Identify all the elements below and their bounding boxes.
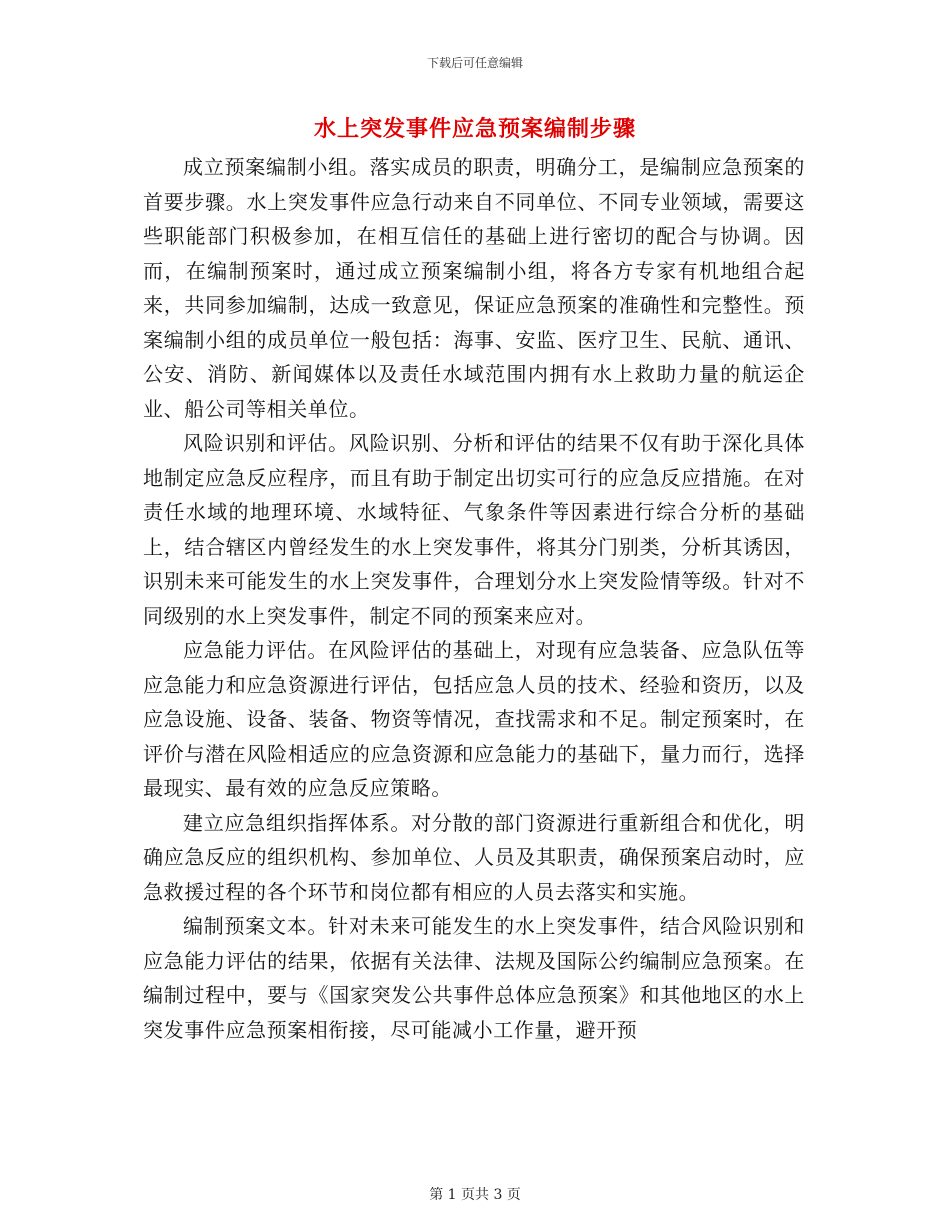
document-body (143, 150, 805, 1047)
page-footer: 第 1 页共 3 页 (429, 1187, 521, 1203)
page-header: 下载后可任意编辑 (426, 56, 523, 70)
paragraph-capability-assessment: 应急能力评估。在风险评估的基础上，对现有应急装备、应急队伍等应急能力和应急资源进行评估，包括应急人员的技术、经验和资历，以及应急设施、设备、装备、物资等情况，查找需求和不足。制定预案时，在评价与潜在风险相适应的应急资源和应急能力的基础下，量力而行，选择最现实、最有效的应急反应策略。 (143, 638, 805, 800)
paragraph-plan-text: 编制预案文本。针对未来可能发生的水上突发事件，结合风险识别和应急能力评估的结果，依据有关法律、法规及国际公约编制应急预案。在编制过程中，要与《国家突发公共事件总体应急预案》和其他地区的水上突发事件应急预案相衔接，尽可能减小工作量，避开预 (143, 914, 805, 1042)
paragraph-command-system: 建立应急组织指挥体系。对分散的部门资源进行重新组合和优化，明确应急反应的组织机构、参加单位、人员及其职责，确保预案启动时，应急救援过程的各个环节和岗位都有相应的人员去落实和实施。 (143, 810, 805, 904)
paragraph-planning-group: 成立预案编制小组。落实成员的职责，明确分工，是编制应急预案的首要步骤。水上突发事件应急行动来自不同单位、不同专业领域，需要这些职能部门积极参加，在相互信任的基础上进行密切的配合与协调。因而，在编制预案时，通过成立预案编制小组，将各方专家有机地组合起来，共同参加编制，达成一致意见，保证应急预案的准确性和完整性。预案编制小组的成员单位一般包括：海事、安监、医疗卫生、民航、通讯、公安、消防、新闻媒体以及责任水域范围内拥有水上救助力量的航运企业、船公司等相关单位。 (143, 155, 805, 421)
document-title: 水上突发事件应急预案编制步骤 (313, 117, 636, 142)
paragraph-risk-assessment: 风险识别和评估。风险识别、分析和评估的结果不仅有助于深化具体地制定应急反应程序，而且有助于制定出切实可行的应急反应措施。在对责任水域的地理环境、水域特征、气象条件等因素进行综合分析的基础上，结合辖区内曾经发生的水上突发事件，将其分门别类，分析其诱因，识别未来可能发生的水上突发事件，合理划分水上突发险情等级。针对不同级别的水上突发事件，制定不同的预案来应对。 (143, 431, 805, 628)
